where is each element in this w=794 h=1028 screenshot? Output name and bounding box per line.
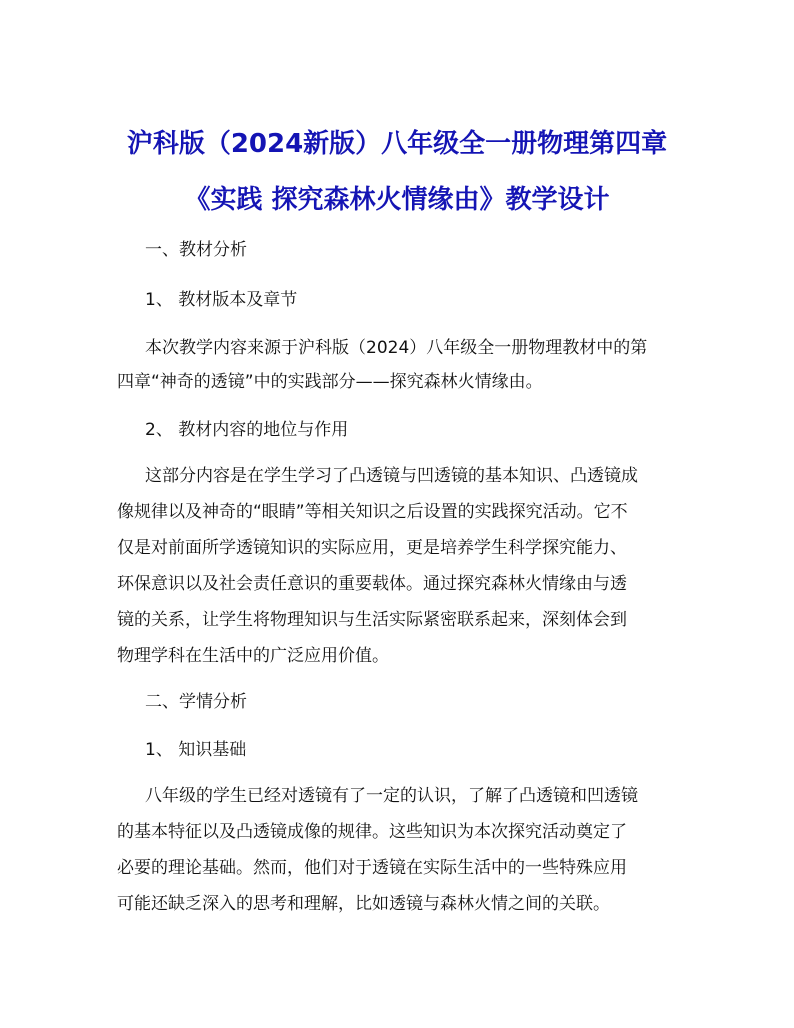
paragraph-line: 仅是对前面所学透镜知识的实际应用，更是培养学生科学探究能力、	[117, 538, 627, 558]
subsection-heading-knowledge-base: 1、 知识基础	[145, 740, 247, 760]
paragraph-line: 的基本特征以及凸透镜成像的规律。这些知识为本次探究活动奠定了	[117, 822, 627, 842]
paragraph-line: 必要的理论基础。然而，他们对于透镜在实际生活中的一些特殊应用	[117, 858, 627, 878]
paragraph-line: 环保意识以及社会责任意识的重要载体。通过探究森林火情缘由与透	[117, 574, 627, 594]
subsection-heading-role: 2、 教材内容的地位与作用	[145, 420, 349, 440]
paragraph-line: 可能还缺乏深入的思考和理解，比如透镜与森林火情之间的关联。	[117, 894, 610, 914]
section-heading-student-analysis: 二、学情分析	[145, 692, 247, 712]
paragraph-line: 四章“神奇的透镜”中的实践部分——探究森林火情缘由。	[117, 372, 543, 392]
document-title-line-2: 《实践 探究森林火情缘由》教学设计	[184, 185, 610, 215]
subsection-heading-edition: 1、 教材版本及章节	[145, 290, 298, 310]
paragraph-line: 本次教学内容来源于沪科版（2024）八年级全一册物理教材中的第	[145, 338, 648, 358]
document-title-line-1: 沪科版（2024新版）八年级全一册物理第四章	[126, 129, 668, 159]
paragraph-line: 镜的关系，让学生将物理知识与生活实际紧密联系起来，深刻体会到	[117, 610, 627, 630]
paragraph-line: 这部分内容是在学生学习了凸透镜与凹透镜的基本知识、凸透镜成	[145, 466, 638, 486]
section-heading-materials-analysis: 一、教材分析	[145, 240, 247, 260]
paragraph-line: 像规律以及神奇的“眼睛”等相关知识之后设置的实践探究活动。它不	[117, 502, 628, 522]
paragraph-line: 八年级的学生已经对透镜有了一定的认识，了解了凸透镜和凹透镜	[145, 786, 638, 806]
paragraph-line: 物理学科在生活中的广泛应用价值。	[117, 646, 389, 666]
